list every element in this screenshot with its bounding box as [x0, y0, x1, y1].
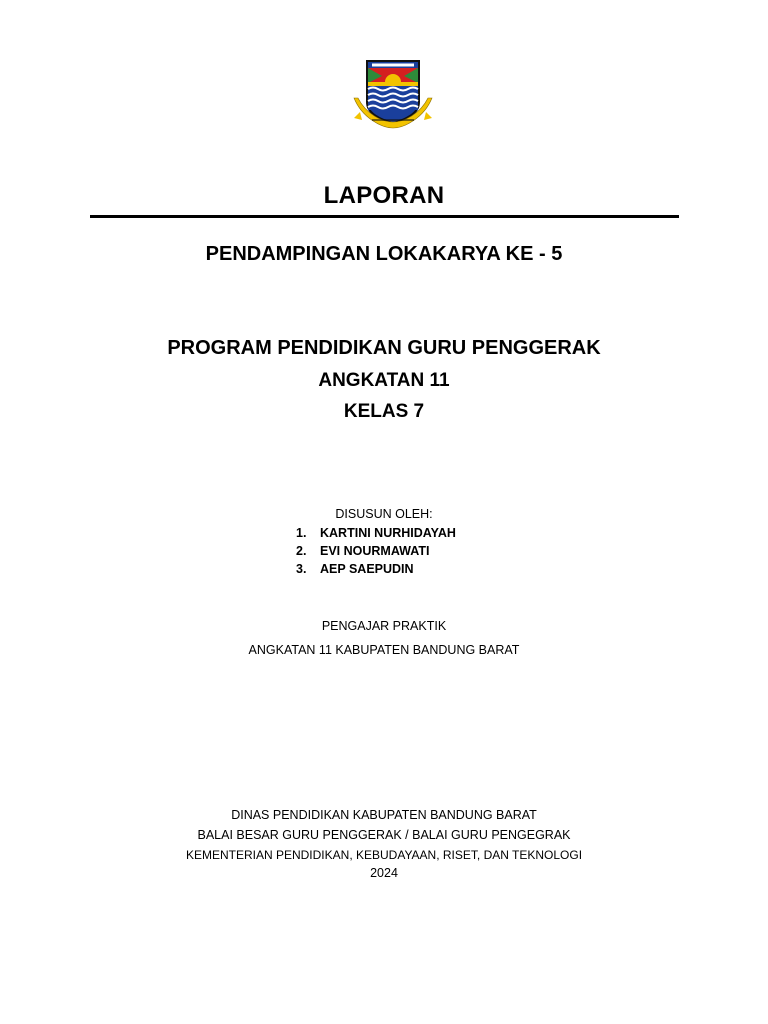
- footer-kementerian: KEMENTERIAN PENDIDIKAN, KEBUDAYAAN, RISET, DAN TEKNOLOGI: [185, 848, 583, 862]
- author-name: EVI NOURMAWATI: [320, 544, 430, 558]
- kabupaten-seal-logo: [352, 58, 434, 132]
- author-item: [296, 524, 456, 542]
- pengajar-label: PENGAJAR PRAKTIK: [321, 619, 447, 633]
- author-name: AEP SAEPUDIN: [320, 562, 414, 576]
- author-number: 1.: [296, 526, 307, 540]
- author-number: 2.: [296, 544, 307, 558]
- title-divider: [90, 215, 679, 218]
- kelas-label: KELAS 7: [343, 401, 425, 422]
- footer-dinas: DINAS PENDIDIKAN KABUPATEN BANDUNG BARAT: [231, 808, 537, 822]
- author-number: 3.: [296, 562, 307, 576]
- footer-year: 2024: [370, 866, 398, 880]
- report-title: LAPORAN: [323, 182, 445, 209]
- footer-balai: BALAI BESAR GURU PENGGERAK / BALAI GURU PENGEGRAK: [197, 828, 571, 842]
- author-item: [296, 560, 456, 578]
- report-subtitle: PENDAMPINGAN LOKAKARYA KE - 5: [205, 243, 563, 265]
- angkatan-label: ANGKATAN 11: [318, 370, 450, 391]
- author-item: [296, 542, 456, 560]
- author-name: KARTINI NURHIDAYAH: [320, 526, 456, 540]
- pengajar-detail: ANGKATAN 11 KABUPATEN BANDUNG BARAT: [248, 643, 520, 657]
- author-list: [296, 524, 456, 578]
- disusun-label: DISUSUN OLEH:: [335, 507, 433, 521]
- program-name: PROGRAM PENDIDIKAN GURU PENGGERAK: [167, 337, 601, 359]
